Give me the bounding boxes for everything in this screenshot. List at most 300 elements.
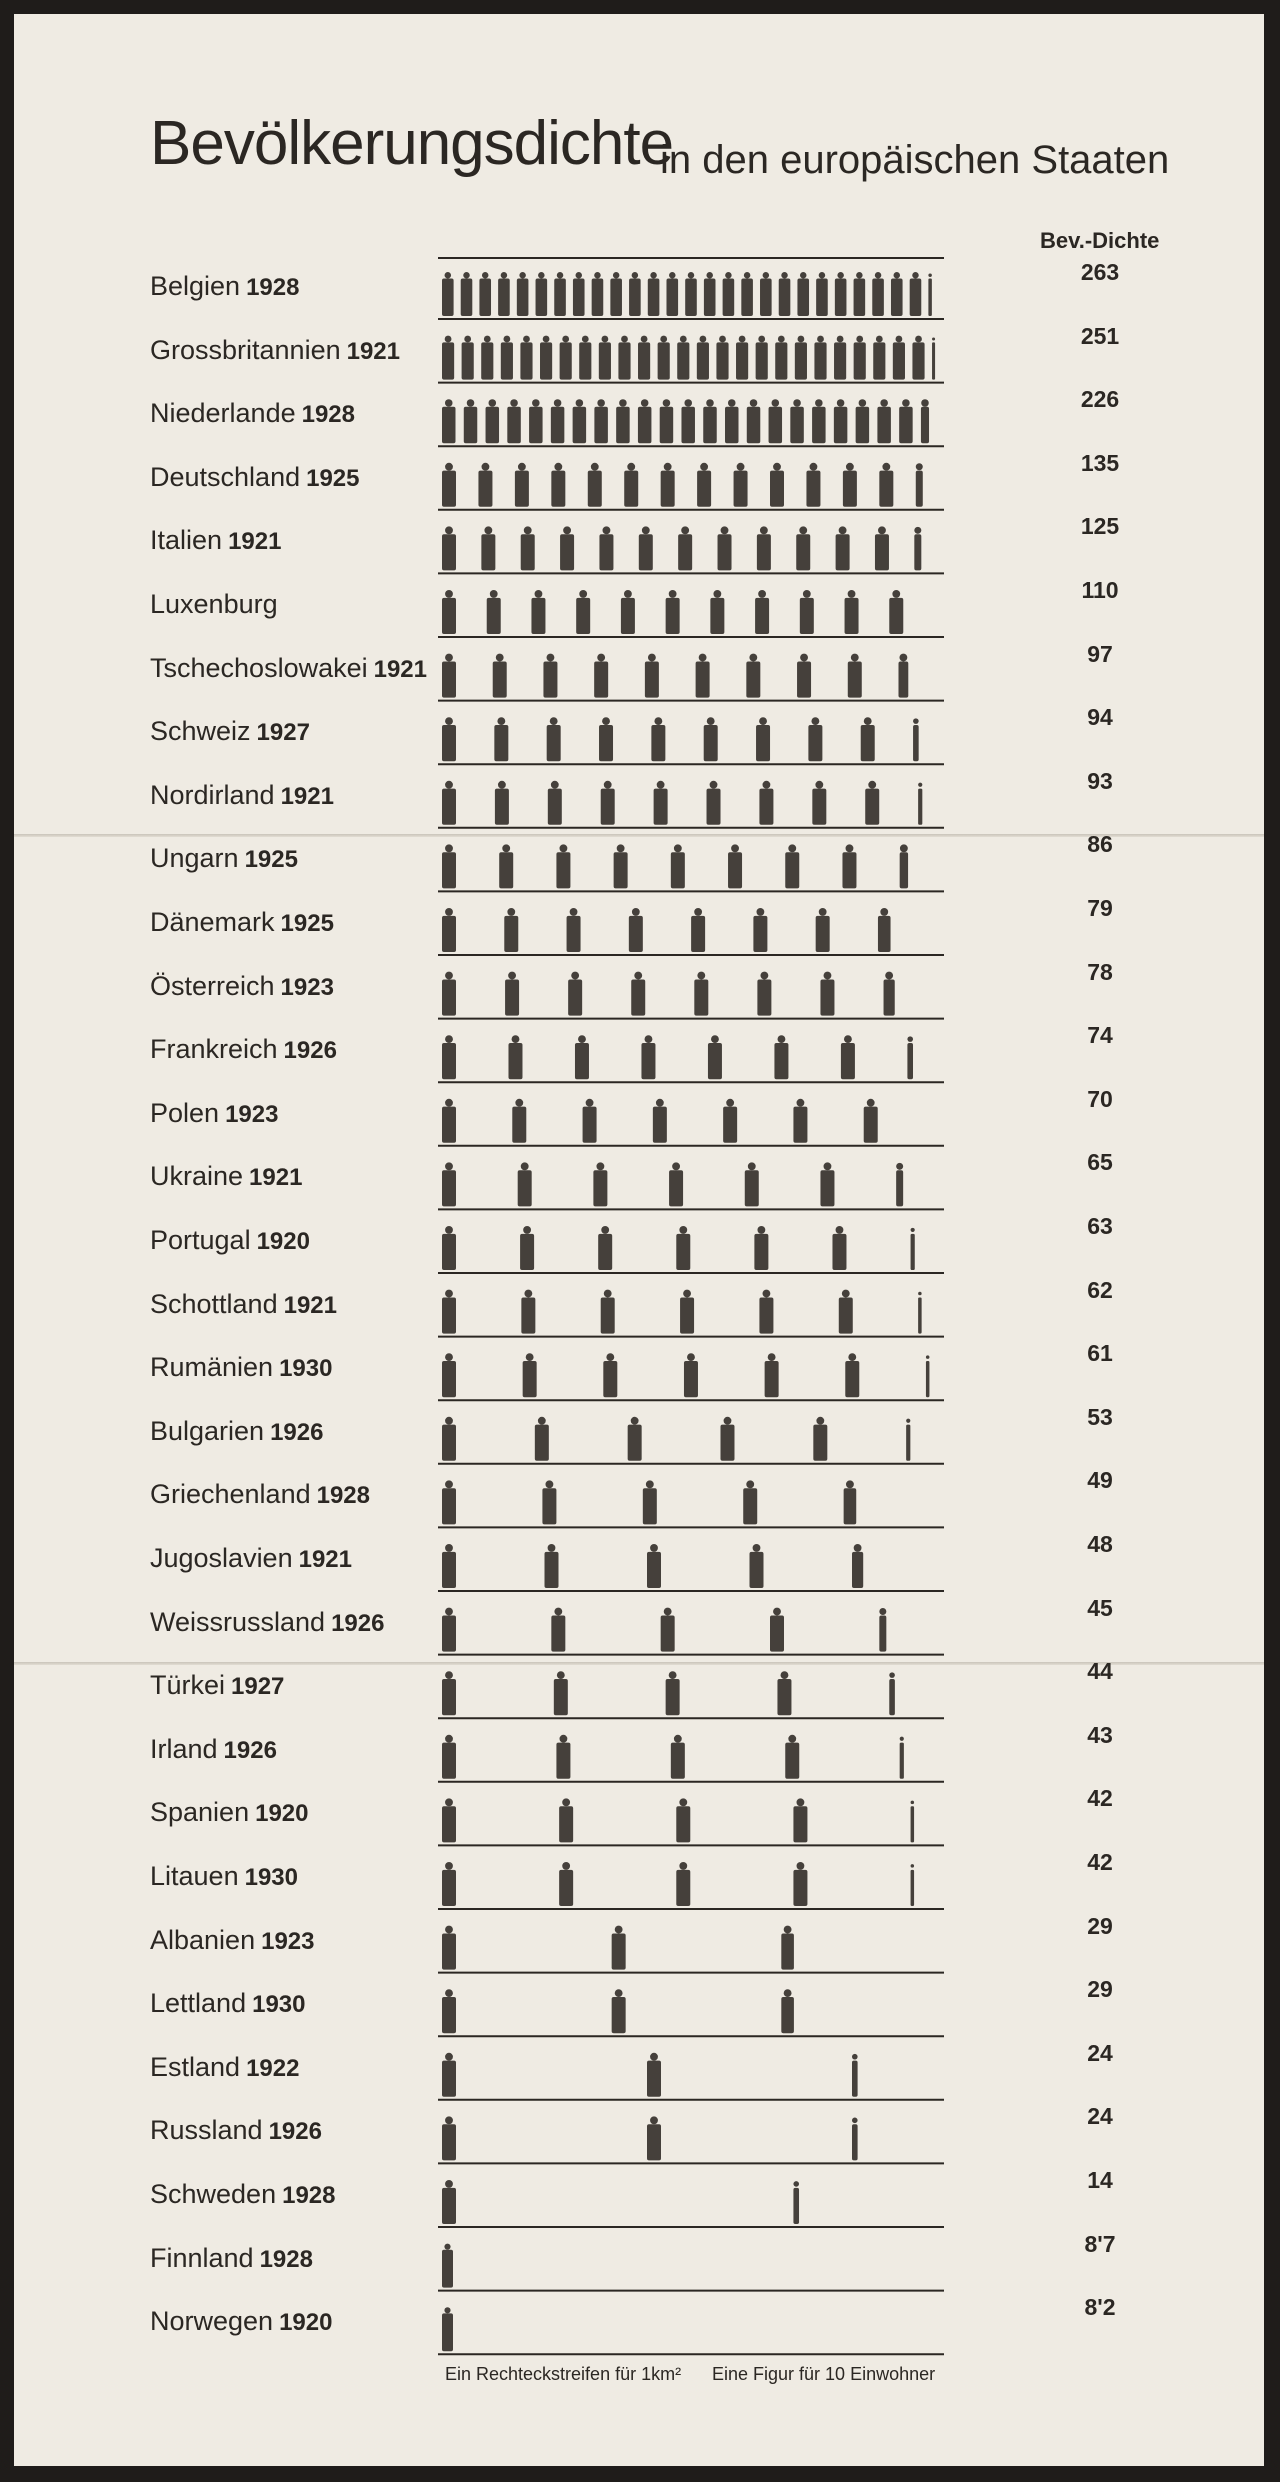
person-figure-icon: [889, 1672, 895, 1715]
pictograph-row: [442, 1671, 895, 1715]
person-figure-icon: [910, 272, 922, 316]
density-value: 14: [1087, 2167, 1113, 2193]
person-figure-icon: [567, 908, 581, 952]
chart-subtitle: in den europäischen Staaten: [660, 138, 1170, 182]
density-value: 44: [1087, 1658, 1113, 1685]
person-figure-icon: [641, 1035, 655, 1079]
pictograph-row: [442, 1989, 794, 2033]
census-year: 1927: [231, 1673, 285, 1701]
person-figure-icon: [884, 972, 895, 1016]
density-value: 48: [1087, 1531, 1113, 1557]
census-year: 1921: [280, 782, 334, 810]
pictograph-row: [442, 526, 921, 570]
person-figure-icon: [760, 272, 772, 316]
pictograph-row: [442, 781, 922, 825]
census-year: 1921: [283, 1291, 337, 1319]
person-figure-icon: [542, 1480, 556, 1524]
person-figure-icon: [839, 1290, 853, 1334]
density-value: 29: [1087, 1976, 1113, 2003]
person-figure-icon: [875, 526, 889, 570]
person-figure-icon: [442, 399, 455, 443]
chart-title: Bevölkerungsdichte: [150, 109, 674, 178]
person-figure-icon: [746, 654, 760, 698]
person-figure-icon: [718, 526, 732, 570]
person-figure-icon: [442, 844, 456, 888]
person-figure-icon: [518, 1162, 532, 1206]
pictograph-row: [442, 1035, 913, 1079]
person-figure-icon: [624, 463, 638, 507]
census-year: 1928: [301, 401, 355, 429]
person-figure-icon: [598, 1226, 612, 1270]
person-figure-icon: [841, 1035, 855, 1079]
person-figure-icon: [797, 272, 809, 316]
person-figure-icon: [543, 654, 557, 698]
density-value: 110: [1081, 577, 1119, 603]
person-figure-icon: [610, 272, 622, 316]
country-name: Schottland: [150, 1288, 278, 1319]
person-figure-icon: [573, 399, 586, 443]
country-name: Ukraine: [150, 1161, 244, 1192]
pictograph-row: [442, 336, 935, 380]
pictograph-row: [442, 2053, 858, 2097]
density-value: 24: [1087, 2039, 1113, 2066]
pictograph-row: [442, 717, 919, 761]
person-figure-icon: [759, 781, 773, 825]
person-figure-icon: [808, 717, 822, 761]
person-figure-icon: [535, 1417, 549, 1461]
person-figure-icon: [547, 717, 561, 761]
person-figure-icon: [708, 1035, 722, 1079]
person-figure-icon: [743, 1480, 757, 1524]
country-name: Schweiz: [150, 716, 251, 747]
person-figure-icon: [918, 783, 922, 825]
person-figure-icon: [865, 781, 879, 825]
person-figure-icon: [914, 527, 921, 571]
density-value: 63: [1087, 1213, 1113, 1239]
density-value: 42: [1087, 1849, 1113, 1875]
country-name: Litauen: [150, 1861, 239, 1891]
census-year: 1923: [225, 1100, 279, 1128]
census-year: 1928: [316, 1482, 370, 1510]
pictograph-row: [442, 654, 908, 698]
person-figure-icon: [757, 972, 771, 1016]
person-figure-icon: [442, 717, 456, 761]
person-figure-icon: [442, 781, 456, 825]
person-figure-icon: [725, 399, 738, 443]
person-figure-icon: [796, 526, 810, 570]
country-name: Weissrussland: [150, 1606, 326, 1637]
pictograph-row: [442, 590, 903, 634]
person-figure-icon: [442, 1353, 456, 1397]
person-figure-icon: [736, 336, 748, 380]
density-value: 29: [1087, 1912, 1113, 1939]
person-figure-icon: [845, 1353, 859, 1397]
person-figure-icon: [621, 590, 635, 634]
person-figure-icon: [677, 336, 689, 380]
person-figure-icon: [666, 590, 680, 634]
person-figure-icon: [493, 654, 507, 698]
person-figure-icon: [594, 654, 608, 698]
person-figure-icon: [442, 1035, 456, 1079]
pictograph-row: [442, 463, 923, 507]
census-year: 1930: [279, 1355, 333, 1383]
density-value: 86: [1087, 831, 1113, 858]
person-figure-icon: [536, 272, 548, 316]
person-figure-icon: [899, 399, 912, 443]
person-figure-icon: [666, 1671, 680, 1715]
person-figure-icon: [854, 272, 866, 316]
person-figure-icon: [814, 336, 826, 380]
person-figure-icon: [676, 1862, 690, 1906]
person-figure-icon: [678, 526, 692, 570]
census-year: 1928: [259, 2245, 313, 2273]
person-figure-icon: [653, 1099, 667, 1143]
person-figure-icon: [479, 272, 491, 316]
person-figure-icon: [843, 463, 857, 507]
census-year: 1926: [270, 1418, 324, 1446]
person-figure-icon: [647, 1544, 661, 1588]
person-figure-icon: [560, 526, 574, 570]
person-figure-icon: [442, 1162, 456, 1206]
person-figure-icon: [785, 1735, 799, 1779]
person-figure-icon: [813, 1417, 827, 1461]
person-figure-icon: [795, 336, 807, 380]
person-figure-icon: [793, 1099, 807, 1143]
country-name: Russland: [150, 2115, 263, 2146]
country-name: Niederlande: [150, 398, 296, 429]
person-figure-icon: [779, 272, 791, 316]
census-year: 1921: [373, 655, 427, 683]
person-figure-icon: [478, 463, 492, 507]
person-figure-icon: [661, 1608, 675, 1652]
pictograph-row: [442, 2180, 799, 2224]
person-figure-icon: [728, 844, 742, 888]
census-year: 1926: [331, 1609, 385, 1637]
person-figure-icon: [442, 2180, 456, 2224]
pictograph-row: [442, 1544, 863, 1588]
strip-legend-note: Ein Rechteckstreifen für 1km²: [445, 2364, 682, 2384]
person-figure-icon: [486, 399, 499, 443]
person-figure-icon: [647, 2116, 661, 2160]
pictograph-row: [442, 399, 929, 443]
census-year: 1922: [246, 2054, 300, 2082]
person-figure-icon: [918, 1292, 922, 1334]
pictograph-row: [442, 1480, 856, 1524]
person-figure-icon: [559, 1798, 573, 1842]
person-figure-icon: [879, 463, 893, 507]
person-figure-icon: [896, 1163, 903, 1207]
person-figure-icon: [442, 908, 456, 952]
person-figure-icon: [753, 908, 767, 952]
person-figure-icon: [781, 1989, 794, 2033]
person-figure-icon: [442, 1544, 456, 1588]
person-figure-icon: [835, 272, 847, 316]
person-figure-icon: [616, 399, 629, 443]
person-figure-icon: [844, 1480, 857, 1524]
person-figure-icon: [710, 590, 724, 634]
person-figure-icon: [593, 1162, 607, 1206]
person-figure-icon: [681, 399, 694, 443]
person-figure-icon: [759, 1290, 773, 1334]
person-figure-icon: [495, 781, 509, 825]
person-figure-icon: [893, 336, 905, 380]
person-figure-icon: [579, 336, 591, 380]
person-figure-icon: [879, 1608, 886, 1652]
country-name: Schweden: [150, 2179, 277, 2209]
country-name: Estland: [150, 2051, 241, 2082]
person-figure-icon: [921, 399, 929, 443]
person-figure-icon: [583, 1099, 597, 1143]
person-figure-icon: [520, 1226, 534, 1270]
person-figure-icon: [703, 399, 716, 443]
person-figure-icon: [651, 717, 665, 761]
person-figure-icon: [770, 463, 784, 507]
census-year: 1920: [279, 2309, 333, 2337]
person-figure-icon: [932, 337, 935, 379]
person-figure-icon: [834, 336, 846, 380]
person-figure-icon: [697, 336, 709, 380]
person-figure-icon: [864, 1099, 878, 1143]
pictograph-row: [442, 844, 908, 888]
person-figure-icon: [442, 972, 456, 1016]
person-figure-icon: [601, 781, 615, 825]
census-year: 1930: [252, 1991, 306, 2019]
person-figure-icon: [832, 1226, 846, 1270]
person-figure-icon: [481, 526, 495, 570]
person-figure-icon: [891, 272, 903, 316]
census-year: 1925: [306, 464, 360, 492]
person-figure-icon: [601, 1290, 615, 1334]
density-value: 93: [1087, 767, 1113, 794]
pictograph-row: [442, 1926, 794, 1970]
person-figure-icon: [551, 399, 564, 443]
pictograph-row: [442, 2244, 453, 2288]
person-figure-icon: [629, 272, 641, 316]
person-figure-icon: [647, 2053, 661, 2097]
person-figure-icon: [911, 1864, 915, 1906]
pictograph-row: [442, 272, 932, 316]
person-figure-icon: [442, 1099, 456, 1143]
person-figure-icon: [694, 972, 708, 1016]
country-name: Norwegen: [150, 2306, 274, 2337]
person-figure-icon: [745, 1162, 759, 1206]
density-value: 226: [1080, 386, 1120, 413]
person-figure-icon: [777, 1671, 791, 1715]
figure-legend-note: Eine Figur für 10 Einwohner: [712, 2364, 936, 2384]
person-figure-icon: [442, 590, 456, 634]
person-figure-icon: [816, 272, 828, 316]
person-figure-icon: [523, 1353, 537, 1397]
person-figure-icon: [592, 272, 604, 316]
person-figure-icon: [747, 399, 760, 443]
person-figure-icon: [442, 2116, 456, 2160]
density-value: 49: [1087, 1467, 1113, 1494]
country-name: Griechenland: [150, 1479, 311, 1510]
person-figure-icon: [643, 1480, 657, 1524]
person-figure-icon: [723, 1099, 737, 1143]
person-figure-icon: [756, 336, 768, 380]
person-figure-icon: [531, 590, 545, 634]
person-figure-icon: [913, 718, 919, 761]
person-figure-icon: [638, 336, 650, 380]
census-year: 1925: [280, 910, 334, 937]
person-figure-icon: [911, 1801, 915, 1843]
person-figure-icon: [638, 399, 651, 443]
person-figure-icon: [551, 1608, 565, 1652]
person-figure-icon: [599, 336, 611, 380]
country-name: Jugoslavien: [150, 1543, 293, 1573]
person-figure-icon: [900, 844, 908, 888]
person-figure-icon: [603, 1353, 617, 1397]
country-name: Albanien: [150, 1924, 256, 1955]
pictograph-row: [442, 1608, 886, 1652]
person-figure-icon: [554, 1671, 568, 1715]
person-figure-icon: [628, 1417, 642, 1461]
person-figure-icon: [793, 2181, 799, 2224]
person-figure-icon: [685, 272, 697, 316]
person-figure-icon: [575, 1035, 589, 1079]
person-figure-icon: [442, 463, 456, 507]
person-figure-icon: [512, 1099, 526, 1143]
person-figure-icon: [498, 272, 510, 316]
person-figure-icon: [676, 1798, 690, 1842]
person-figure-icon: [720, 1417, 734, 1461]
person-figure-icon: [842, 844, 856, 888]
person-figure-icon: [785, 844, 799, 888]
person-figure-icon: [442, 1735, 456, 1779]
density-value: 263: [1080, 259, 1120, 285]
person-figure-icon: [442, 336, 454, 380]
density-value: 43: [1087, 1721, 1113, 1748]
person-figure-icon: [704, 717, 718, 761]
person-figure-icon: [599, 526, 613, 570]
density-value: 70: [1087, 1085, 1113, 1112]
density-value: 78: [1087, 958, 1113, 985]
person-figure-icon: [521, 526, 535, 570]
density-value: 79: [1087, 895, 1113, 921]
person-figure-icon: [545, 1544, 559, 1588]
census-year: 1920: [256, 1228, 310, 1255]
pictograph-row: [442, 1099, 878, 1143]
pictograph-row: [442, 1162, 903, 1206]
person-figure-icon: [505, 972, 519, 1016]
country-name: Bulgarien: [150, 1415, 265, 1446]
person-figure-icon: [861, 717, 875, 761]
person-figure-icon: [658, 336, 670, 380]
person-figure-icon: [669, 1162, 683, 1206]
person-figure-icon: [442, 1989, 456, 2033]
person-figure-icon: [559, 1862, 573, 1906]
country-name: Dänemark: [150, 907, 275, 937]
person-figure-icon: [462, 336, 474, 380]
person-figure-icon: [707, 781, 721, 825]
person-figure-icon: [612, 1989, 626, 2033]
person-figure-icon: [599, 717, 613, 761]
person-figure-icon: [499, 844, 513, 888]
person-figure-icon: [442, 2307, 453, 2351]
person-figure-icon: [793, 1862, 807, 1906]
density-value: 125: [1080, 513, 1120, 540]
person-figure-icon: [612, 1926, 626, 1970]
person-figure-icon: [854, 336, 866, 380]
person-figure-icon: [900, 1737, 904, 1779]
density-value: 24: [1087, 2103, 1113, 2130]
person-figure-icon: [906, 1419, 910, 1461]
density-value: 8'2: [1084, 2294, 1116, 2321]
country-name: Luxenburg: [150, 589, 278, 619]
pictograph-row: [442, 1290, 922, 1334]
country-name: Nordirland: [150, 779, 275, 810]
person-figure-icon: [504, 908, 518, 952]
person-figure-icon: [716, 336, 728, 380]
person-figure-icon: [781, 1926, 794, 1970]
person-figure-icon: [852, 1544, 863, 1588]
person-figure-icon: [734, 463, 748, 507]
person-figure-icon: [723, 272, 735, 316]
person-figure-icon: [793, 1798, 807, 1842]
census-year: 1921: [249, 1164, 303, 1192]
person-figure-icon: [671, 1735, 685, 1779]
pictograph-row: [442, 2116, 858, 2160]
person-figure-icon: [494, 717, 508, 761]
pictograph-row: [442, 1798, 914, 1842]
person-figure-icon: [898, 654, 908, 698]
person-figure-icon: [548, 781, 562, 825]
pictograph-row: [442, 1226, 915, 1270]
person-figure-icon: [666, 272, 678, 316]
person-figure-icon: [556, 1735, 570, 1779]
country-name: Polen: [150, 1097, 220, 1128]
person-figure-icon: [765, 1353, 779, 1397]
country-name: Grossbritannien: [150, 334, 341, 365]
person-figure-icon: [654, 781, 668, 825]
person-figure-icon: [856, 399, 869, 443]
person-figure-icon: [442, 1862, 456, 1906]
person-figure-icon: [916, 463, 923, 507]
person-figure-icon: [845, 590, 859, 634]
density-value: 53: [1087, 1403, 1113, 1430]
person-figure-icon: [836, 526, 850, 570]
census-year: 1923: [280, 973, 334, 1001]
country-name: Finnland: [150, 2242, 254, 2273]
person-figure-icon: [442, 1226, 456, 1270]
person-figure-icon: [848, 654, 862, 698]
country-name: Türkei: [150, 1670, 226, 1701]
country-name: Frankreich: [150, 1034, 278, 1065]
person-figure-icon: [442, 1671, 456, 1715]
person-figure-icon: [812, 781, 826, 825]
person-figure-icon: [540, 336, 552, 380]
person-figure-icon: [816, 908, 830, 952]
pictograph-row: [442, 908, 891, 952]
census-year: 1926: [283, 1037, 337, 1065]
census-year: 1928: [246, 274, 300, 301]
person-figure-icon: [697, 463, 711, 507]
person-figure-icon: [508, 1035, 522, 1079]
person-figure-icon: [614, 844, 628, 888]
person-figure-icon: [442, 654, 456, 698]
census-year: 1927: [256, 719, 310, 747]
census-year: 1926: [268, 2118, 322, 2146]
person-figure-icon: [631, 972, 645, 1016]
person-figure-icon: [820, 972, 834, 1016]
person-figure-icon: [873, 336, 885, 380]
person-figure-icon: [529, 399, 542, 443]
person-figure-icon: [769, 399, 782, 443]
person-figure-icon: [551, 463, 565, 507]
country-name: Irland: [150, 1733, 218, 1764]
person-figure-icon: [852, 2118, 858, 2161]
